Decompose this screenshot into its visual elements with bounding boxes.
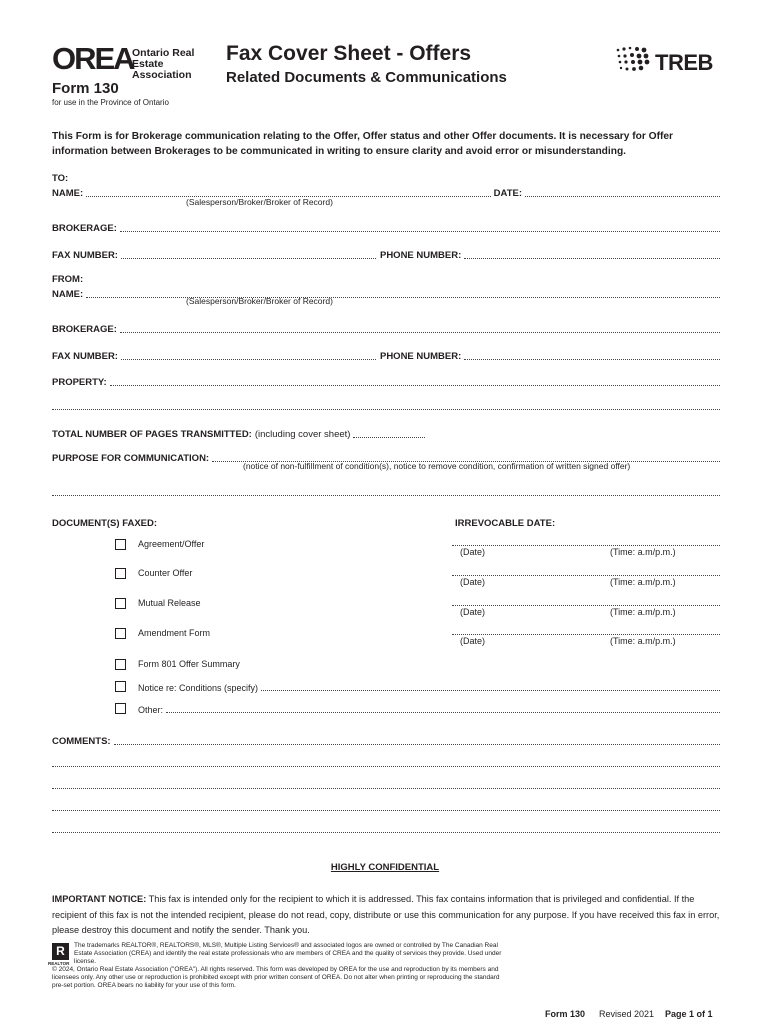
to-name-label: NAME: [52,188,84,199]
to-heading-row [52,170,720,184]
property-label: PROPERTY: [52,377,107,388]
pages-label: TOTAL NUMBER OF PAGES TRANSMITTED: [52,429,252,440]
to-name-row [52,185,720,199]
checkbox-counter-offer[interactable] [115,568,126,579]
from-heading: FROM: [52,274,84,285]
to-date-label: DATE: [493,188,522,199]
from-name-row [52,286,720,300]
comments-row [52,733,720,747]
doc-agreement-offer-label: Agreement/Offer [138,539,205,549]
from-fax-field[interactable] [121,350,376,360]
notice-conditions-row [138,679,720,693]
realtor-r-icon: R [52,943,69,960]
checkbox-agreement-offer[interactable] [115,539,126,550]
other-field[interactable] [166,703,720,713]
checkbox-notice-conditions[interactable] [115,681,126,692]
irrevocable-time-label-1: (Time: a.m/p.m.) [610,547,676,557]
intro-text: This Form is for Brokerage communication relating to the Offer, Offer status and other Offer documents. It is necessary for Offer information between Brokerages to be communicated in writing to ensure clarity and avoid error or misunderstanding. [52,131,673,157]
doc-mutual-release-label: Mutual Release [138,598,201,608]
comments-field[interactable] [114,735,720,745]
irrevocable-heading: IRREVOCABLE DATE: [455,518,556,529]
checkbox-mutual-release[interactable] [115,598,126,609]
property-row [52,374,720,388]
comments-field-2[interactable] [52,757,720,767]
irrevocable-time-label-3: (Time: a.m/p.m.) [610,607,676,617]
form-number: Form 130 [52,80,119,97]
purpose-field-2[interactable] [52,486,720,496]
other-row [138,701,720,715]
doc-amendment-form-label: Amendment Form [138,628,211,638]
property-field-2[interactable] [52,400,720,410]
to-phone-field[interactable] [464,249,720,259]
doc-other-label: Other: [138,705,164,715]
notice-conditions-field[interactable] [261,681,720,691]
comments-row-5 [52,821,720,835]
from-fax-label: FAX NUMBER: [52,351,118,362]
comments-row-2 [52,755,720,769]
documents-heading-row [52,515,352,529]
irrevocable-date-line-2[interactable] [452,575,720,576]
to-brokerage-field[interactable] [120,222,720,232]
irrevocable-date-label-2: (Date) [460,577,486,587]
page-title: Fax Cover Sheet - Offers [226,42,472,65]
purpose-row-2 [52,484,720,498]
to-brokerage-label: BROKERAGE: [52,223,117,234]
orea-logo-word: OREA [52,41,134,76]
to-fax-label: FAX NUMBER: [52,250,118,261]
from-name-label: NAME: [52,289,84,300]
documents-heading: DOCUMENT(S) FAXED: [52,518,158,529]
to-heading: TO: [52,173,69,184]
doc-notice-conditions-label: Notice re: Conditions (specify) [138,683,259,693]
footer-revised: Revised 2021 [599,1009,655,1019]
pages-field[interactable] [353,428,425,438]
to-brokerage-row [52,220,720,234]
to-phone-label: PHONE NUMBER: [379,250,462,261]
to-date-field[interactable] [525,187,720,197]
important-notice [52,892,724,939]
treb-logo-word: TREB [655,50,713,75]
to-fax-row [52,247,720,261]
irrevocable-heading-row [455,515,655,529]
comments-row-3 [52,777,720,791]
purpose-note: (notice of non-fulfillment of condition(s), notice to remove condition, confirmation of written signed offer) [243,461,631,471]
treb-dots-icon [615,46,651,74]
from-phone-field[interactable] [464,350,720,360]
comments-field-3[interactable] [52,779,720,789]
to-name-field[interactable] [86,187,491,197]
irrevocable-date-label-3: (Date) [460,607,486,617]
from-name-field[interactable] [86,288,720,298]
from-phone-label: PHONE NUMBER: [379,351,462,362]
from-name-note: (Salesperson/Broker/Broker of Record) [186,296,333,306]
from-brokerage-field[interactable] [120,323,720,333]
comments-row-4 [52,799,720,813]
comments-label: COMMENTS: [52,736,111,747]
notice-lead: IMPORTANT NOTICE: [52,894,147,904]
irrevocable-time-label-2: (Time: a.m/p.m.) [610,577,676,587]
province-note: for use in the Province of Ontario [52,98,169,107]
comments-field-4[interactable] [52,801,720,811]
from-brokerage-label: BROKERAGE: [52,324,117,335]
from-fax-row [52,348,720,362]
purpose-label: PURPOSE FOR COMMUNICATION: [52,453,210,464]
footer-form: Form 130 [545,1009,586,1019]
irrevocable-time-label-4: (Time: a.m/p.m.) [610,636,676,646]
page-subtitle: Related Documents & Communications [226,69,507,86]
to-name-note: (Salesperson/Broker/Broker of Record) [186,197,333,207]
checkbox-amendment-form[interactable] [115,628,126,639]
to-fax-field[interactable] [121,249,376,259]
doc-counter-offer-label: Counter Offer [138,568,193,578]
copyright-text: © 2024, Ontario Real Estate Association ("OREA"). All rights reserved. This form was developed by OREA for the use and reproduction by its members and licensees only. Any other use or reproduction is prohibited except with prior written consent of OREA. Do not alter when printing or reproducing the standard pre-set portion. OREA bears no liability for your use of this form. [52,966,500,989]
irrevocable-date-line-4[interactable] [452,634,720,635]
property-row-2 [52,398,720,412]
irrevocable-date-label-1: (Date) [460,547,486,557]
comments-field-5[interactable] [52,823,720,833]
from-brokerage-row [52,321,720,335]
checkbox-other[interactable] [115,703,126,714]
doc-form-801-label: Form 801 Offer Summary [138,659,240,669]
pages-row [52,426,720,440]
irrevocable-date-label-4: (Date) [460,636,486,646]
from-heading-row [52,271,720,285]
property-field[interactable] [110,376,720,386]
irrevocable-date-line-3[interactable] [452,605,720,606]
trademark-text: The trademarks REALTOR®, REALTORS®, MLS®, Multiple Listing Services® and associated logos are owned or controlled by The Canadian Real Estate Association (CREA) and identify the real estate professionals who are members of CREA and the quality of services they provide. Used under license. [74,942,502,965]
notice-text: This fax is intended only for the recipient to which it is addressed. This fax contains information that is privileged and confidential. If the recipient of this fax is not the intended recipient, please do not read, copy, distribute or use this communication for any purpose. If you have received this fax in error, please destroy this document and notify the sender. Thank you. [52,894,720,935]
realtor-mark: REALTOR [48,961,70,966]
orea-logo-org: Ontario Real Estate Association [132,47,195,81]
irrevocable-date-line-1[interactable] [452,545,720,546]
confidential-heading: HIGHLY CONFIDENTIAL [330,862,440,873]
pages-note: (including cover sheet) [254,429,351,440]
footer-page: Page 1 of 1 [665,1009,713,1019]
checkbox-form-801[interactable] [115,659,126,670]
